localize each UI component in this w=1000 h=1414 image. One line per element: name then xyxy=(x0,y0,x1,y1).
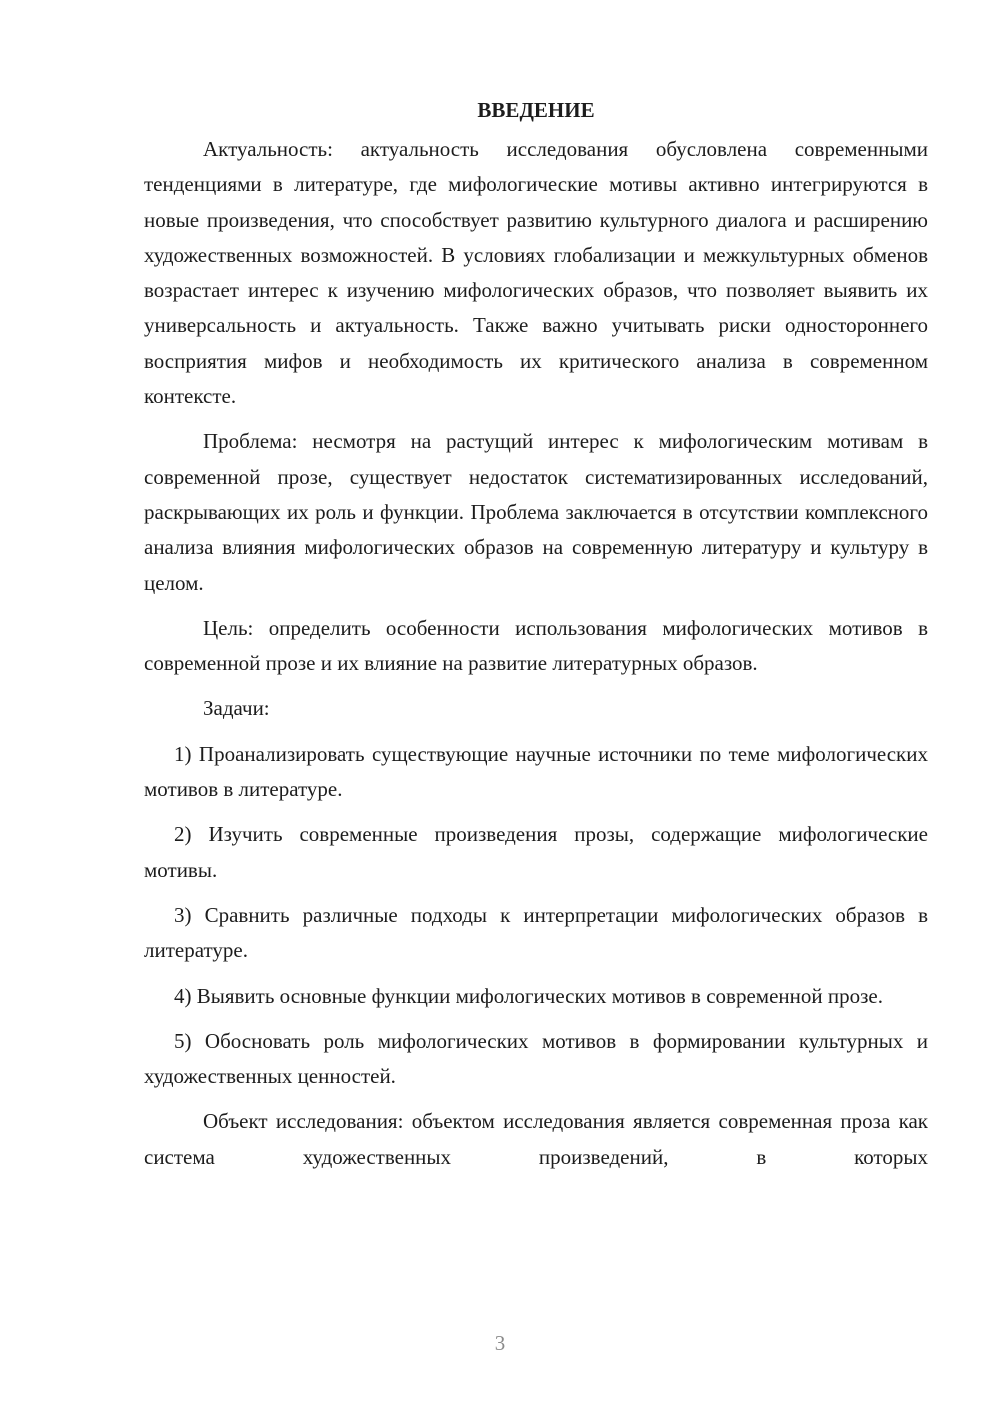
section-title: ВВЕДЕНИЕ xyxy=(477,98,595,122)
task-item: 2) Изучить современные произведения прозы, содержащие мифологические мотивы. xyxy=(144,822,928,882)
relevance-paragraph: Актуальность: актуальность исследования обусловлена современными тенденциями в литературе, где мифологические мотивы активно интегрируются в новые произведения, что способствует развитию культурного диалога и расширению художественных возможностей. В условиях глобализации и межкультурных обменов возрастает интерес к изучению мифологических образов, что позволяет выявить их универсальность и актуальность. Также важно учитывать риски одностороннего восприятия мифов и необходимость их критического анализа в современном контексте. xyxy=(144,137,928,409)
page-number: 3 xyxy=(494,1331,506,1355)
problem-paragraph: Проблема: несмотря на растущий интерес к мифологическим мотивам в современной прозе, существует недостаток систематизированных исследований, раскрывающих их роль и функции. Проблема заключается в отсутствии комплексного анализа влияния мифологических образов на современную литературу и культуру в целом. xyxy=(144,429,928,595)
task-item: 4) Выявить основные функции мифологических мотивов в современной прозе. xyxy=(174,983,883,1008)
goal-paragraph: Цель: определить особенности использования мифологических мотивов в современной прозе и их влияние на развитие литературных образов. xyxy=(144,615,928,676)
object-paragraph: Объект исследования: объектом исследования является современная проза как система художественных произведений, в которых xyxy=(144,1109,928,1169)
document-page xyxy=(144,92,928,1175)
task-item: 5) Обосновать роль мифологических мотивов в формировании культурных и художественных ценностей. xyxy=(144,1028,928,1089)
tasks-heading: Задачи: xyxy=(203,696,270,721)
task-item: 1) Проанализировать существующие научные источники по теме мифологических мотивов в литературе. xyxy=(144,741,928,802)
task-item: 3) Сравнить различные подходы к интерпретации мифологических образов в литературе. xyxy=(144,902,928,963)
